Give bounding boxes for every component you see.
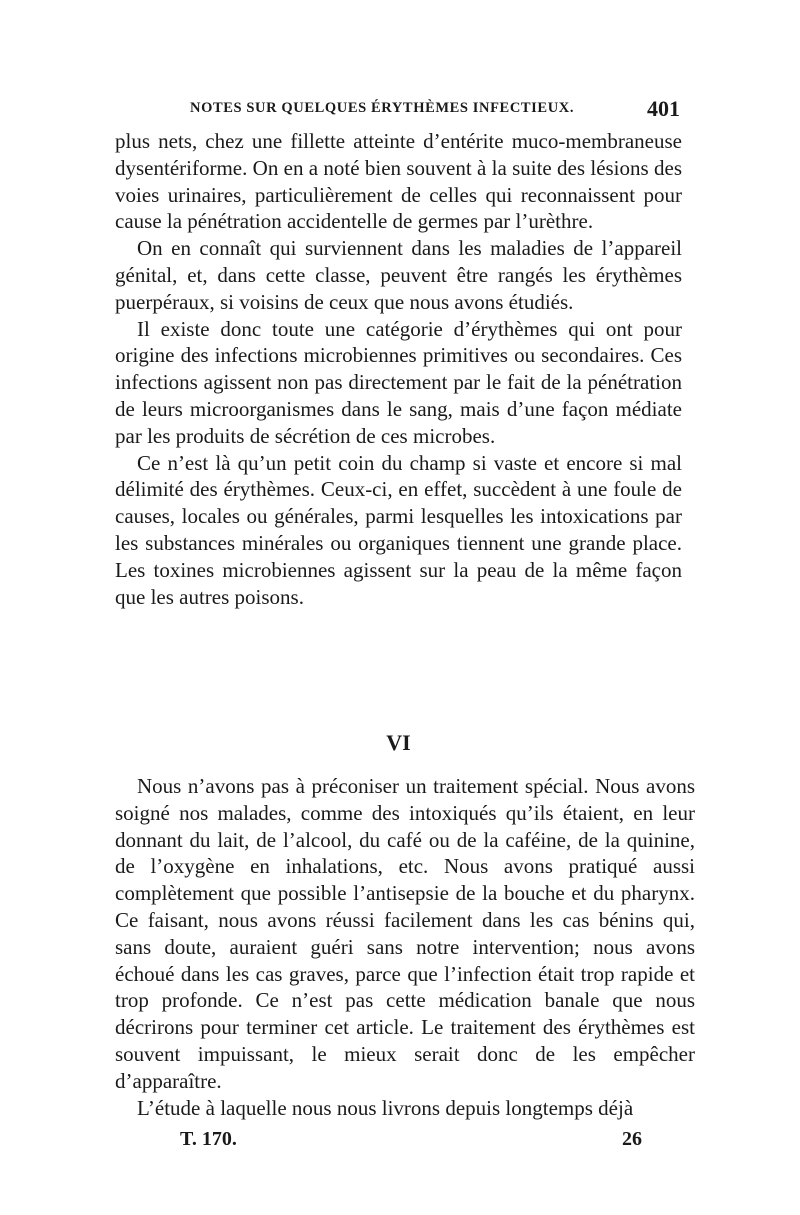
paragraph: Ce n’est là qu’un petit coin du champ si vaste et encore si mal délimité des érythèmes. Ceux-ci, en effet, succèdent à une foule de causes, locales ou générales, parmi lesquelles les intoxications par les substances minérales ou organiques tiennent une grande place. Les toxines microbiennes agissent sur la peau de la même façon que les autres poisons. (115, 450, 682, 609)
paragraph-continuation: plus nets, chez une fillette atteinte d’entérite muco-membraneuse dysentériforme. On en a noté bien souvent à la suite des lésions des voies urinaires, particulièrement de celles qui reconnaissent pour cause la pénétration accidentelle de germes par l’urèthre. (115, 129, 682, 234)
running-title: NOTES SUR QUELQUES ÉRYTHÈMES INFECTIEUX. (190, 100, 575, 116)
page-footer (180, 1128, 650, 1156)
paragraph: L’étude à laquelle nous nous livrons depuis longtemps déjà (137, 1095, 634, 1120)
sheet-number: 26 (622, 1128, 642, 1150)
paragraph: Il existe donc toute une catégorie d’érythèmes qui ont pour origine des infections microbiennes primitives ou secondaires. Ces infections agissent non pas directement par le fait de la pénétration de leurs microorganismes dans le sang, mais d’une façon médiate par les produits de sécrétion de ces microbes. (115, 316, 682, 448)
paragraph: On en connaît qui surviennent dans les maladies de l’appareil génital, et, dans cette classe, peuvent être rangés les érythèmes puerpéraux, si voisins de ceux que nous avons étudiés. (115, 236, 682, 314)
page-number: 401 (647, 96, 680, 121)
signature-mark: T. 170. (180, 1128, 237, 1150)
section-body-text (115, 773, 695, 1121)
section-heading: VI (386, 730, 411, 755)
body-text (115, 128, 682, 610)
paragraph: Nous n’avons pas à préconiser un traitement spécial. Nous avons soigné nos malades, comme des intoxiqués qu’ils étaient, en leur donnant du lait, de l’alcool, du café ou de la caféine, de la quinine, de l’oxygène en inhalations, etc. Nous avons pratiqué aussi complètement que possible l’antisepsie de la bouche et du pharynx. Ce faisant, nous avons réussi facilement dans les cas bénins qui, sans doute, auraient guéri sans notre intervention; nous avons échoué dans les cas graves, parce que l’infection était trop rapide et trop profonde. Ce n’est pas cette médication banale que nous décrirons pour terminer cet article. Le traitement des érythèmes est souvent impuissant, le mieux serait donc de les empêcher d’apparaître. (115, 774, 695, 1093)
running-head (180, 96, 680, 124)
